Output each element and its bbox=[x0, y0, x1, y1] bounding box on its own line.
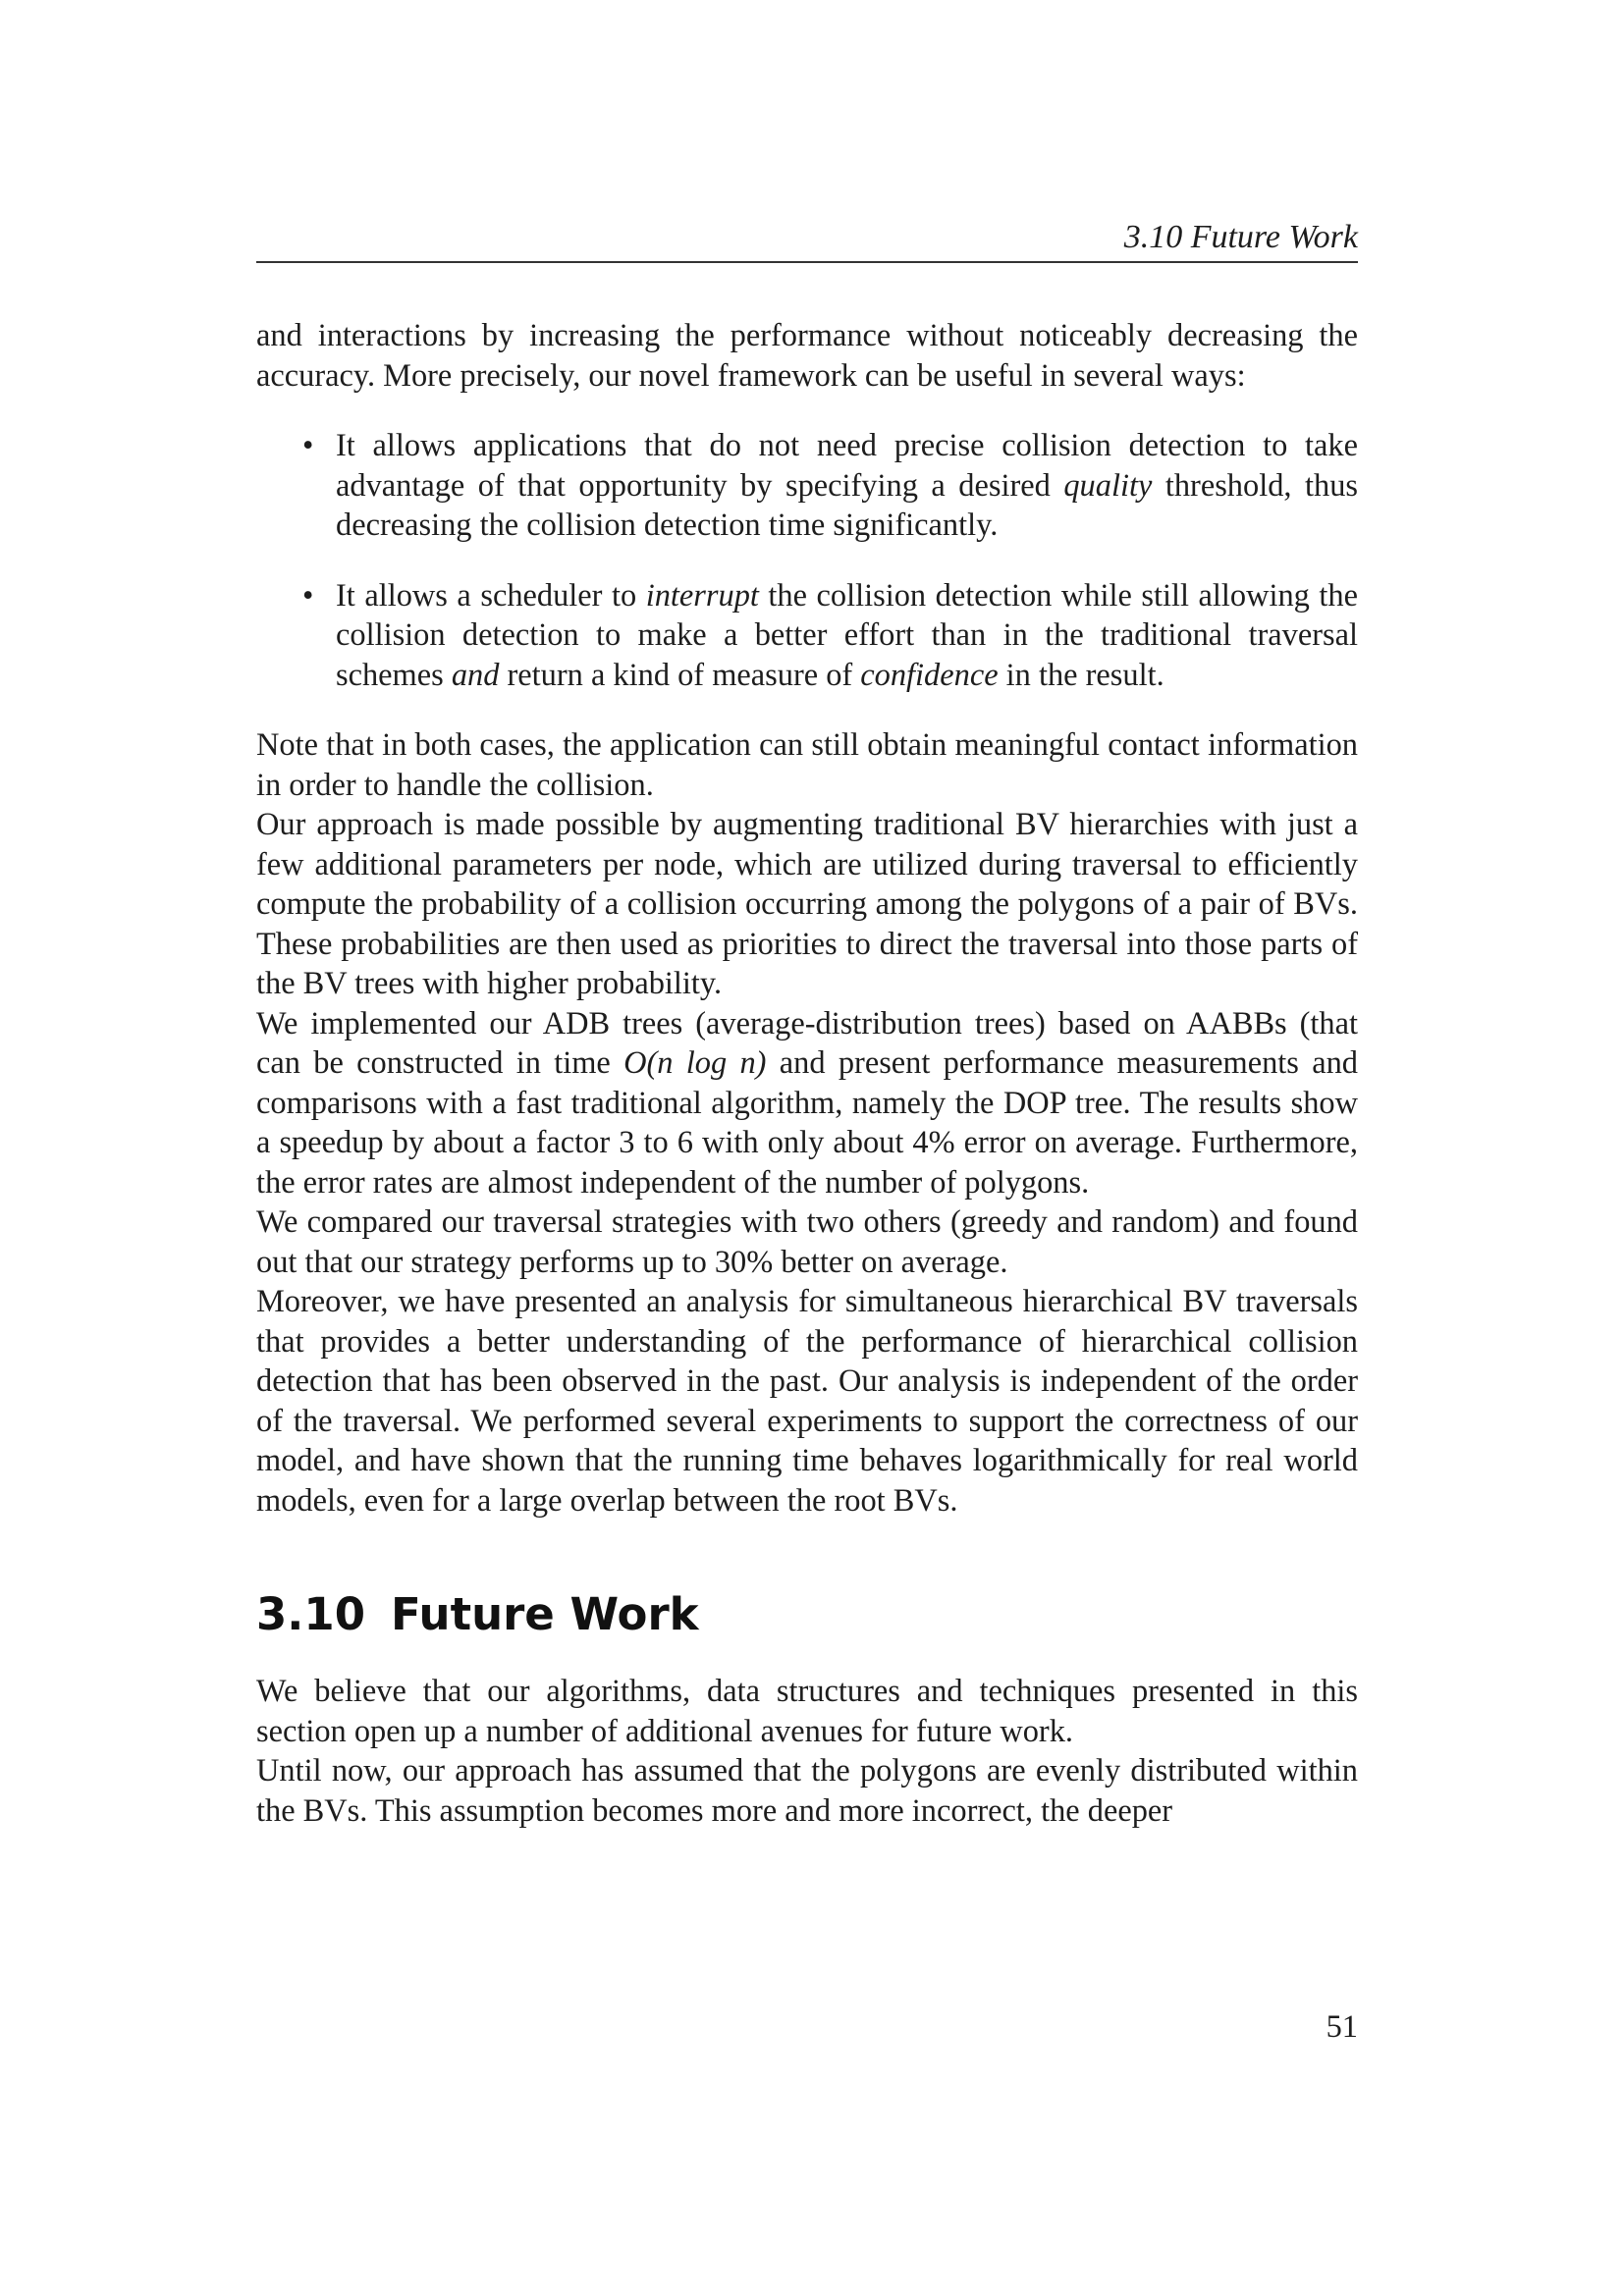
analysis-paragraph: Moreover, we have presented an analysis for simultaneous hierarchical BV traversals that provides a better understanding of the performance of hierarchical collision detection that has been observed in the past. Our analysis is independent of the order of the traversal. We performed several experiments to support the correctness of our model, and have shown that the running time behaves logarithmically for real world models, even for a large overlap between the root BVs. bbox=[256, 1284, 1358, 1519]
emphasis-text: quality bbox=[1063, 467, 1153, 504]
bullet-text: threshold, thus decreasing the collision detection time significantly. bbox=[336, 467, 1359, 543]
running-header-title: 3.10 Future Work bbox=[1123, 219, 1358, 255]
bullet-text: return a kind of measure of bbox=[499, 657, 861, 693]
emphasis-text: interrupt bbox=[645, 577, 759, 614]
emphasis-text: confidence bbox=[860, 657, 999, 693]
emphasis-text: and bbox=[451, 657, 500, 693]
paragraph-text: and present performance measurements and comparisons with a fast traditional algorithm, namely the DOP tree. The results show a speedup by about a factor 3 to 6 with only about 4% error on average. Furthermore, the error rates are almost independent of the number of polygons. bbox=[256, 1045, 1358, 1201]
section-number: 3.10 bbox=[256, 1588, 366, 1640]
bullet-text: It allows a scheduler to bbox=[336, 577, 646, 614]
section-title: Future Work bbox=[391, 1588, 699, 1640]
bullet-icon: • bbox=[302, 428, 314, 463]
bullet-text: in the result. bbox=[998, 657, 1164, 693]
implementation-paragraph bbox=[256, 1004, 1358, 1203]
approach-paragraph: Our approach is made possible by augmenting traditional BV hierarchies with just a few additional parameters per node, which are utilized during traversal to efficiently compute the probability of a collision occurring among the polygons of a pair of BVs. These probabilities are then used as priorities to direct the traversal into those parts of the BV trees with higher probability. bbox=[256, 807, 1358, 1001]
bullet-icon: • bbox=[302, 577, 314, 614]
future-work-paragraph: Until now, our approach has assumed that the polygons are evenly distributed within the BVs. This assumption becomes more and more incorrect, the deeper bbox=[256, 1753, 1358, 1829]
bullet-list bbox=[256, 426, 1358, 695]
bullet-text: the collision detection while still allowing the collision detection to make a better effort than in the traditional traversal schemes bbox=[336, 577, 1358, 693]
list-item bbox=[302, 576, 1358, 696]
list-item bbox=[302, 426, 1359, 546]
intro-paragraph: and interactions by increasing the performance without noticeably decreasing the accuracy. More precisely, our novel framework can be useful in several ways: bbox=[256, 318, 1358, 394]
future-work-paragraph: We believe that our algorithms, data structures and techniques presented in this section open up a number of additional avenues for future work. bbox=[256, 1674, 1358, 1749]
running-header bbox=[256, 214, 1358, 263]
math-complexity: O(n log n) bbox=[623, 1045, 767, 1081]
page-number: 51 bbox=[1326, 2009, 1358, 2045]
section-heading bbox=[256, 1587, 1358, 1642]
page-body bbox=[256, 316, 1358, 1831]
paragraph-text: We implemented our ADB trees (average-distribution trees) based on AABBs (that can be constructed in time bbox=[256, 1005, 1358, 1081]
comparison-paragraph: We compared our traversal strategies with two others (greedy and random) and found out that our strategy performs up to 30% better on average. bbox=[256, 1204, 1358, 1280]
bullet-text: It allows applications that do not need precise collision detection to take advantage of that opportunity by specifying a desired bbox=[336, 428, 1358, 504]
note-paragraph: Note that in both cases, the application can still obtain meaningful contact information in order to handle the collision. bbox=[256, 727, 1358, 803]
